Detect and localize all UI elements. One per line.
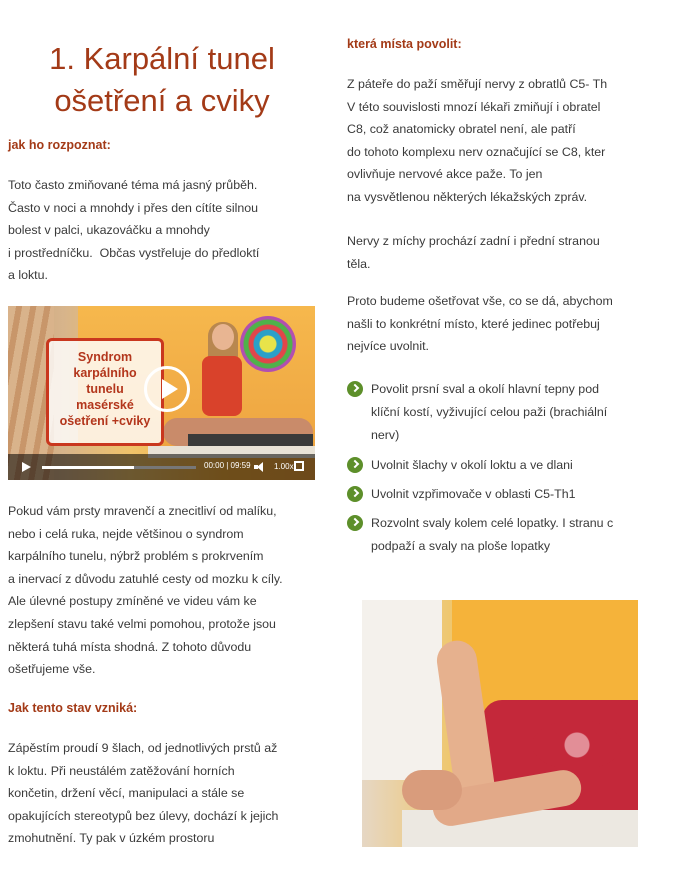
right-paragraph-1: Z páteře do paží směřují nervy z obratlů C5- Th V této souvislosti mnozí lékaři zmiňují i obratel C8, což anatomicky obratel není, ale patří do tohoto komplexu nerv označující se C8, kter ovlivňuje nervové akce paže. To jen na vysvětlenou některých lékažských zpráv. — [347, 77, 608, 204]
list-item-text: Rozvolnt svaly kolem celé lopatky. I stranu c podpaží a svaly na ploše lopatky — [371, 516, 614, 553]
title-line-2: ošetření a cviky — [54, 83, 270, 118]
therapist-figure — [198, 324, 246, 444]
overlay-line: ošetření +cviky — [59, 414, 151, 428]
heading-cause: Jak tento stav vzniká: — [8, 701, 138, 715]
page-title — [8, 38, 316, 122]
fullscreen-icon[interactable] — [294, 461, 304, 471]
video-progress-bar[interactable] — [42, 466, 196, 469]
check-bullet-icon — [347, 486, 363, 502]
heading-recognize: jak ho rozpoznat: — [8, 138, 111, 152]
volume-icon[interactable] — [254, 462, 266, 472]
playback-speed[interactable]: 1.00x — [274, 462, 294, 471]
massage-photo — [362, 600, 638, 847]
left-paragraph-1: Toto často zmiňované téma má jasný průběh. Často v noci a mnohdy i přes den cítíte silnou bolest v palci, ukazováčku a mnohdy i prostředníčku. Občas vystřeluje do předloktí a loktu. — [8, 178, 260, 283]
check-bullet-icon — [347, 381, 363, 397]
heading-release: která místa povolit: — [347, 37, 462, 51]
play-overlay-icon[interactable] — [144, 366, 190, 412]
video-player[interactable] — [8, 306, 315, 480]
overlay-line: Syndrom — [77, 350, 133, 364]
overlay-line: karpálního — [73, 366, 137, 380]
check-bullet-icon — [347, 515, 363, 531]
mandala-painting — [240, 316, 296, 372]
left-paragraph-2: Pokud vám prsty mravenčí a znecitliví od malíku, nebo i celá ruka, nejde většinou o syndrom karpálního tunelu, nýbrž problém s prokrvením a inervací z důvodu zatuhlé cesty od mozku k cíly. Ale úlevné postupy zmíněné ve videu vám ke zlepšení stavu také velmi pomohou, protože jsou některá tuhá místa shodná. Z tohoto důvodu ošetřujeme vše. — [8, 504, 283, 677]
left-paragraph-3: Zápěstím proudí 9 šlach, od jednotlivých prstů až k loktu. Při neustálém zatěžování horních končetin, držení věcí, manipulaci a stále se opakujících stereotypů bez úlevy, dochází k jejich zmohutnění. Ty pak v úzkém prostoru — [8, 741, 279, 846]
title-line-1: 1. Karpální tunel — [49, 41, 275, 76]
overlay-line: masérské — [76, 398, 134, 412]
check-bullet-icon — [347, 457, 363, 473]
play-icon[interactable] — [22, 462, 31, 472]
right-paragraph-2: Nervy z míchy prochází zadní i přední stranou těla. — [347, 234, 600, 271]
list-item-text: Povolit prsní sval a okolí hlavní tepny pod klíční kostí, vyživující celou paži (brachiální nerv) — [371, 382, 608, 442]
video-time: 00:00 | 09:59 — [204, 461, 251, 470]
right-paragraph-3: Proto budeme ošetřovat vše, co se dá, abychom našli to konkrétní místo, které jedinec potřebuj nejvíce uvolnit. — [347, 294, 613, 354]
therapist-hand — [402, 770, 462, 810]
overlay-line: tunelu — [86, 382, 124, 396]
therapist-coat — [362, 600, 442, 780]
list-item-text: Uvolnit vzpřimovače v oblasti C5-Th1 — [371, 487, 576, 501]
video-controls — [8, 454, 315, 480]
video-progress-fill — [42, 466, 134, 469]
list-item-text: Uvolnit šlachy v okolí loktu a ve dlani — [371, 458, 573, 472]
